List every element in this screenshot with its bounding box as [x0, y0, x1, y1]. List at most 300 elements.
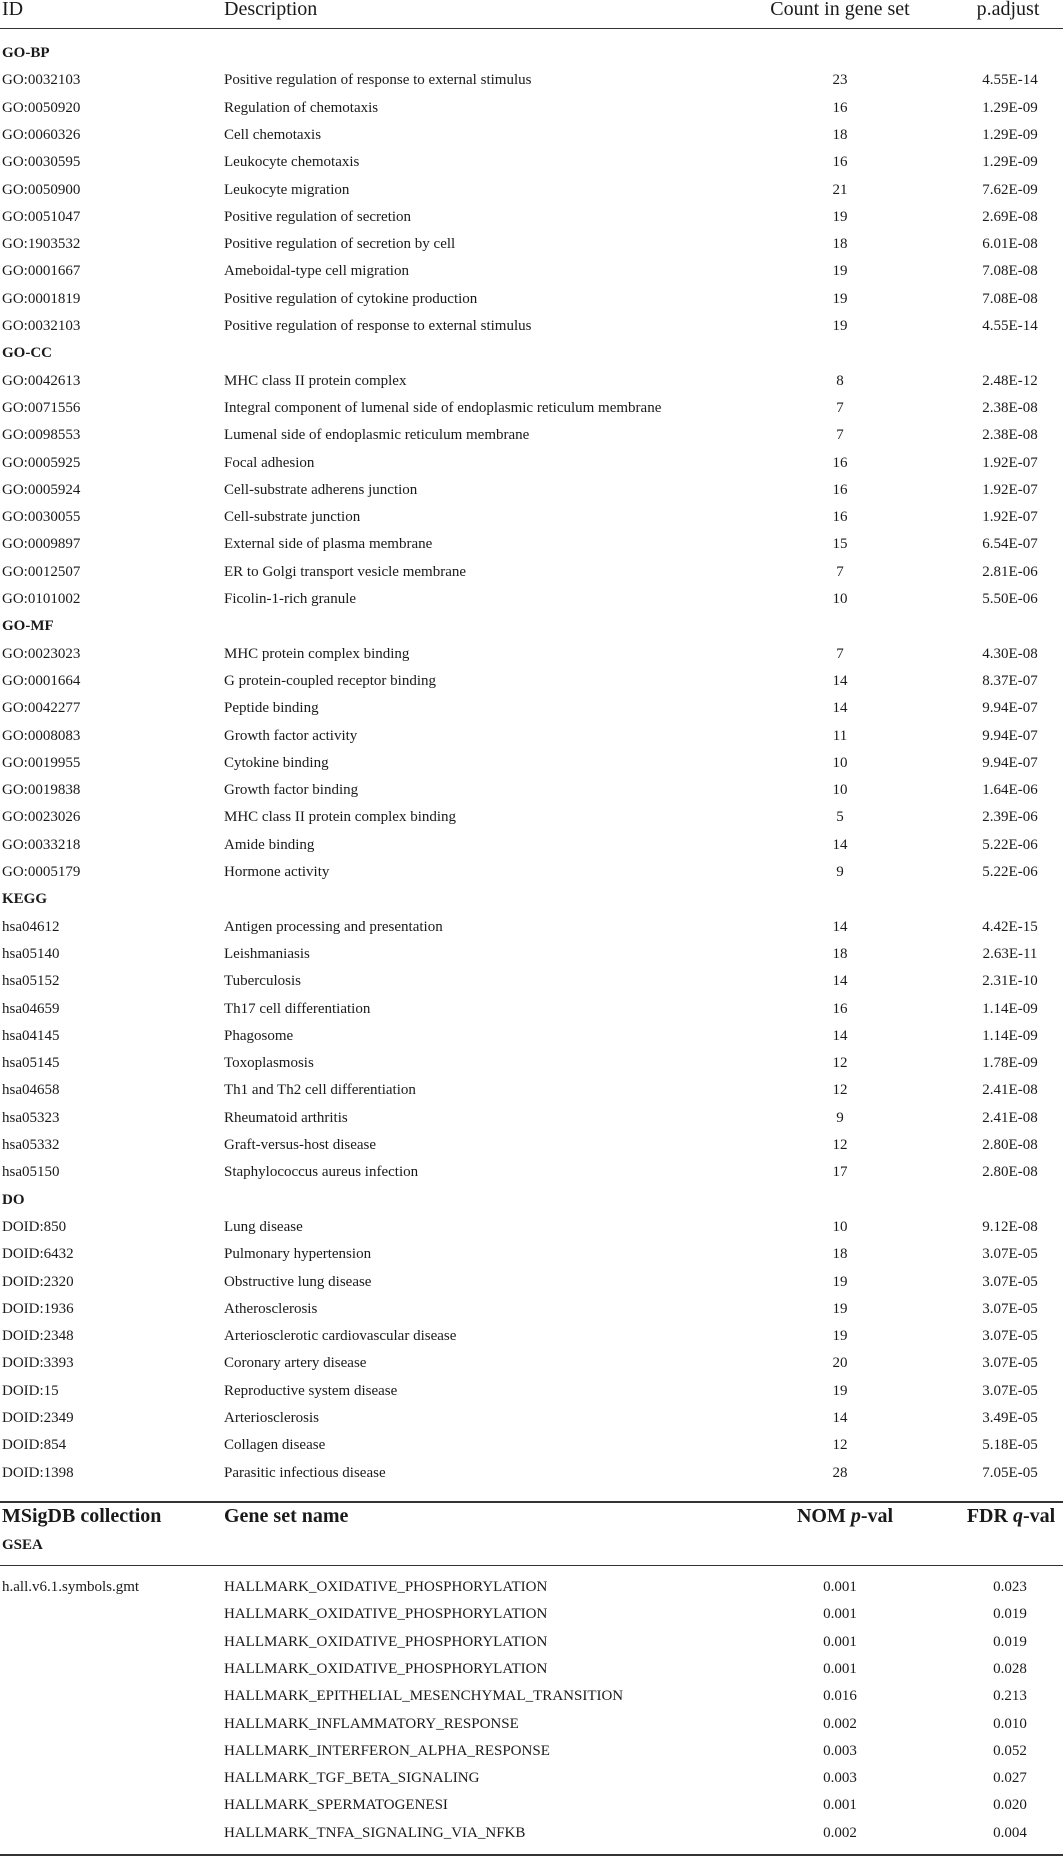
- table-row: [0, 1214, 1063, 1241]
- row-count: 16: [832, 509, 848, 526]
- row-id: GO:0012507: [2, 563, 81, 580]
- gsea-fdr-qval: 0.010: [993, 1715, 1027, 1732]
- row-padjust: 2.69E-08: [982, 208, 1038, 225]
- gsea-geneset-name: HALLMARK_OXIDATIVE_PHOSPHORYLATION: [224, 1633, 548, 1650]
- header-padjust: p.adjust: [976, 0, 1040, 20]
- row-description: Lumenal side of endoplasmic reticulum membrane: [224, 427, 530, 444]
- row-id: GO:0051047: [2, 208, 81, 225]
- row-description: Collagen disease: [224, 1437, 326, 1454]
- row-id: GO:0019955: [2, 754, 81, 771]
- header-rule: [0, 28, 1063, 29]
- table-row: [0, 968, 1063, 995]
- row-padjust: 2.38E-08: [982, 427, 1038, 444]
- row-description: Atherosclerosis: [224, 1300, 318, 1317]
- section-label: KEGG: [2, 891, 48, 908]
- row-id: GO:0050900: [2, 181, 81, 198]
- gsea-row: [0, 1765, 1063, 1792]
- gsea-nom-pval: 0.003: [823, 1742, 857, 1759]
- gsea-nom-pval: 0.001: [823, 1606, 857, 1623]
- row-count: 19: [832, 208, 848, 225]
- row-count: 9: [836, 864, 844, 880]
- row-count: 10: [832, 1218, 848, 1235]
- table-row: [0, 122, 1063, 149]
- gsea-fdr-qval: 0.020: [993, 1797, 1027, 1814]
- gsea-nom-pval: 0.003: [823, 1770, 857, 1787]
- row-description: Ameboidal-type cell migration: [224, 263, 409, 280]
- gsea-fdr-qval: 0.052: [993, 1742, 1027, 1759]
- table-row: [0, 504, 1063, 531]
- row-description: ER to Golgi transport vesicle membrane: [224, 563, 467, 580]
- table-header: [0, 0, 1063, 27]
- row-padjust: 4.42E-15: [982, 918, 1038, 935]
- row-count: 10: [832, 754, 848, 771]
- row-padjust: 1.29E-09: [982, 99, 1038, 116]
- row-padjust: 6.01E-08: [982, 236, 1038, 253]
- row-padjust: 5.22E-06: [982, 836, 1038, 853]
- row-id: GO:0101002: [2, 591, 81, 607]
- row-padjust: 2.31E-10: [982, 973, 1038, 990]
- row-description: Rheumatoid arthritis: [224, 1109, 348, 1126]
- row-id: hsa04145: [2, 1027, 60, 1044]
- row-id: hsa05150: [2, 1164, 60, 1181]
- table-row: [0, 1159, 1063, 1186]
- gsea-geneset-name: HALLMARK_OXIDATIVE_PHOSPHORYLATION: [224, 1579, 548, 1595]
- table-row: [0, 1296, 1063, 1323]
- gsea-section-label: GSEA: [2, 1537, 43, 1553]
- table-row: [0, 1269, 1063, 1296]
- row-padjust: 2.38E-08: [982, 399, 1038, 416]
- row-description: Staphylococcus aureus infection: [224, 1164, 419, 1181]
- row-id: GO:0033218: [2, 836, 81, 853]
- row-description: Growth factor binding: [224, 782, 359, 799]
- row-padjust: 5.18E-05: [982, 1437, 1038, 1454]
- row-id: GO:0001667: [2, 263, 81, 280]
- section-label: GO-CC: [2, 345, 52, 362]
- row-count: 7: [836, 563, 844, 580]
- row-padjust: 4.55E-14: [982, 72, 1038, 89]
- row-count: 12: [832, 1137, 848, 1153]
- row-count: 12: [832, 1082, 848, 1099]
- row-id: DOID:850: [2, 1218, 67, 1235]
- gsea-row: [0, 1792, 1063, 1819]
- row-description: Leukocyte chemotaxis: [224, 154, 360, 171]
- row-count: 7: [836, 645, 844, 662]
- row-count: 21: [832, 181, 848, 198]
- row-description: Coronary artery disease: [224, 1355, 367, 1372]
- table-row: [0, 1023, 1063, 1050]
- row-count: 19: [832, 1328, 848, 1345]
- row-id: DOID:2348: [2, 1328, 74, 1345]
- row-count: 16: [832, 99, 848, 116]
- row-description: Th17 cell differentiation: [224, 1000, 371, 1017]
- table-row: [0, 1050, 1063, 1077]
- row-padjust: 1.92E-07: [982, 454, 1038, 471]
- row-description: Positive regulation of secretion: [224, 208, 412, 225]
- row-description: Focal adhesion: [224, 454, 315, 471]
- row-padjust: 3.07E-05: [982, 1300, 1038, 1317]
- row-padjust: 3.49E-05: [982, 1410, 1038, 1426]
- table-row: [0, 231, 1063, 258]
- row-count: 28: [832, 1464, 848, 1481]
- row-count: 16: [832, 454, 848, 471]
- row-description: Cytokine binding: [224, 754, 329, 771]
- row-count: 18: [832, 126, 848, 143]
- gsea-header-geneset: Gene set name: [224, 1505, 349, 1527]
- row-padjust: 7.62E-09: [982, 181, 1038, 198]
- row-count: 12: [832, 1437, 848, 1454]
- row-id: GO:0042613: [2, 372, 81, 389]
- row-description: Cell-substrate adherens junction: [224, 481, 418, 498]
- row-padjust: 9.94E-07: [982, 754, 1038, 771]
- row-description: Parasitic infectious disease: [224, 1464, 386, 1481]
- gsea-geneset-name: HALLMARK_INTERFERON_ALPHA_RESPONSE: [224, 1742, 550, 1759]
- row-id: GO:0032103: [2, 318, 81, 334]
- row-padjust: 4.30E-08: [982, 645, 1038, 662]
- gsea-top-rule: [0, 1501, 1063, 1503]
- row-count: 19: [832, 263, 848, 280]
- row-count: 16: [832, 154, 848, 171]
- table-row: [0, 941, 1063, 968]
- table-row: [0, 95, 1063, 122]
- row-padjust: 2.80E-08: [982, 1164, 1038, 1181]
- row-id: DOID:854: [2, 1437, 67, 1454]
- row-count: 14: [832, 1410, 848, 1426]
- row-padjust: 2.41E-08: [982, 1082, 1038, 1099]
- row-id: GO:0030055: [2, 509, 81, 526]
- table-row: [0, 668, 1063, 695]
- row-count: 14: [832, 1027, 848, 1044]
- table-row: [0, 204, 1063, 231]
- gsea-fdr-qval: 0.028: [993, 1660, 1027, 1677]
- row-description: Positive regulation of response to external stimulus: [224, 72, 532, 89]
- row-id: GO:1903532: [2, 236, 81, 253]
- table-row: [0, 477, 1063, 504]
- row-id: GO:0001819: [2, 290, 81, 307]
- table-row: [0, 859, 1063, 886]
- row-id: GO:0023023: [2, 645, 81, 662]
- table-row: [0, 777, 1063, 804]
- row-padjust: 5.50E-06: [982, 591, 1038, 607]
- row-padjust: 9.94E-07: [982, 700, 1038, 717]
- gsea-fdr-qval: 0.027: [993, 1770, 1027, 1787]
- gsea-section-label-row: [0, 1532, 1063, 1559]
- row-count: 19: [832, 290, 848, 307]
- row-count: 18: [832, 945, 848, 962]
- gsea-nom-pval: 0.001: [823, 1633, 857, 1650]
- row-count: 19: [832, 1382, 848, 1399]
- row-id: hsa05152: [2, 973, 60, 990]
- row-description: MHC class II protein complex: [224, 372, 407, 389]
- row-description: Positive regulation of secretion by cell: [224, 236, 456, 253]
- table-row: [0, 1077, 1063, 1104]
- gsea-nom-pval: 0.016: [823, 1688, 857, 1705]
- row-count: 7: [836, 399, 844, 416]
- row-id: GO:0008083: [2, 727, 81, 744]
- row-id: GO:0005925: [2, 454, 81, 471]
- table-bottom-rule: [0, 1854, 1063, 1856]
- section-label: GO-BP: [2, 45, 50, 61]
- row-description: Regulation of chemotaxis: [224, 99, 379, 116]
- row-description: Cell chemotaxis: [224, 126, 322, 143]
- row-padjust: 2.41E-08: [982, 1109, 1038, 1126]
- row-padjust: 8.37E-07: [982, 672, 1038, 689]
- row-description: MHC class II protein complex binding: [224, 809, 457, 826]
- row-id: GO:0030595: [2, 154, 81, 171]
- row-count: 12: [832, 1055, 848, 1072]
- table-row: [0, 586, 1063, 613]
- gsea-row: [0, 1711, 1063, 1738]
- row-count: 16: [832, 481, 848, 498]
- row-count: 19: [832, 1273, 848, 1290]
- row-count: 14: [832, 836, 848, 853]
- row-padjust: 2.81E-06: [982, 563, 1038, 580]
- row-id: DOID:15: [2, 1382, 59, 1399]
- section-label-row: [0, 613, 1063, 640]
- row-description: Arteriosclerotic cardiovascular disease: [224, 1328, 457, 1345]
- row-description: Reproductive system disease: [224, 1382, 398, 1399]
- row-id: GO:0098553: [2, 427, 81, 444]
- table-row: [0, 177, 1063, 204]
- row-id: DOID:2320: [2, 1273, 74, 1290]
- row-padjust: 3.07E-05: [982, 1328, 1038, 1345]
- row-padjust: 2.63E-11: [982, 945, 1038, 962]
- gsea-collection-value: h.all.v6.1.symbols.gmt: [2, 1579, 140, 1595]
- row-padjust: 7.08E-08: [982, 290, 1038, 307]
- table-row: [0, 422, 1063, 449]
- row-padjust: 3.07E-05: [982, 1382, 1038, 1399]
- gsea-row: [0, 1820, 1063, 1847]
- gsea-nom-pval: 0.002: [823, 1824, 857, 1841]
- row-description: Hormone activity: [224, 864, 330, 880]
- gsea-nom-pval: 0.001: [823, 1660, 857, 1677]
- row-padjust: 1.92E-07: [982, 481, 1038, 498]
- row-padjust: 1.92E-07: [982, 509, 1038, 526]
- table-row: [0, 641, 1063, 668]
- row-padjust: 2.48E-12: [982, 372, 1038, 389]
- row-padjust: 4.55E-14: [982, 318, 1038, 334]
- row-description: Pulmonary hypertension: [224, 1246, 372, 1263]
- table-row: [0, 1241, 1063, 1268]
- row-description: G protein-coupled receptor binding: [224, 672, 437, 689]
- row-padjust: 1.64E-06: [982, 782, 1038, 799]
- gsea-row: [0, 1656, 1063, 1683]
- table-row: [0, 1323, 1063, 1350]
- gsea-row: [0, 1574, 1063, 1601]
- row-id: GO:0071556: [2, 399, 81, 416]
- row-id: hsa04658: [2, 1082, 60, 1099]
- gsea-row: [0, 1601, 1063, 1628]
- gsea-nom-pval: 0.001: [823, 1797, 857, 1814]
- table-row: [0, 750, 1063, 777]
- table-row: [0, 286, 1063, 313]
- table-row: [0, 1405, 1063, 1432]
- table-row: [0, 804, 1063, 831]
- row-description: Antigen processing and presentation: [224, 918, 443, 935]
- header-id: ID: [2, 0, 24, 20]
- row-count: 19: [832, 1300, 848, 1317]
- table-row: [0, 695, 1063, 722]
- row-count: 8: [836, 372, 844, 389]
- row-description: Arteriosclerosis: [224, 1410, 319, 1426]
- table-row: [0, 258, 1063, 285]
- row-id: GO:0001664: [2, 672, 81, 689]
- row-id: DOID:6432: [2, 1246, 74, 1263]
- row-description: Cell-substrate junction: [224, 509, 361, 526]
- row-padjust: 1.29E-09: [982, 154, 1038, 171]
- row-count: 11: [832, 727, 848, 744]
- row-count: 17: [832, 1164, 848, 1181]
- section-label-row: [0, 1187, 1063, 1214]
- row-description: Amide binding: [224, 836, 315, 853]
- row-description: Positive regulation of cytokine production: [224, 290, 478, 307]
- row-description: Phagosome: [224, 1027, 294, 1044]
- row-id: DOID:3393: [2, 1355, 74, 1372]
- row-description: External side of plasma membrane: [224, 536, 433, 553]
- row-id: hsa04612: [2, 918, 60, 935]
- table-row: [0, 1132, 1063, 1159]
- row-id: hsa05332: [2, 1137, 60, 1153]
- section-label-row: [0, 40, 1063, 67]
- header-count: Count in gene set: [770, 0, 910, 20]
- table-row: [0, 1105, 1063, 1132]
- gsea-header: [0, 1505, 1063, 1532]
- row-padjust: 1.14E-09: [982, 1027, 1038, 1044]
- row-description: Integral component of lumenal side of endoplasmic reticulum membrane: [224, 399, 662, 416]
- row-count: 23: [832, 72, 848, 89]
- row-description: Lung disease: [224, 1218, 303, 1235]
- header-description: Description: [224, 0, 318, 20]
- row-id: GO:0032103: [2, 72, 81, 89]
- row-padjust: 3.07E-05: [982, 1273, 1038, 1290]
- row-padjust: 2.39E-06: [982, 809, 1038, 826]
- row-count: 14: [832, 973, 848, 990]
- row-id: GO:0060326: [2, 126, 81, 143]
- row-count: 14: [832, 672, 848, 689]
- table-row: [0, 559, 1063, 586]
- row-id: GO:0023026: [2, 809, 81, 826]
- row-id: DOID:1936: [2, 1300, 74, 1317]
- row-description: Tuberculosis: [224, 973, 301, 990]
- row-padjust: 7.05E-05: [982, 1464, 1038, 1481]
- row-id: GO:0050920: [2, 99, 81, 116]
- row-padjust: 5.22E-06: [982, 864, 1038, 880]
- row-padjust: 3.07E-05: [982, 1355, 1038, 1372]
- gsea-geneset-name: HALLMARK_INFLAMMATORY_RESPONSE: [224, 1715, 519, 1732]
- row-description: Toxoplasmosis: [224, 1055, 314, 1072]
- table-row: [0, 450, 1063, 477]
- gsea-header-fdr: FDR q-val: [966, 1505, 1056, 1527]
- gsea-geneset-name: HALLMARK_EPITHELIAL_MESENCHYMAL_TRANSITION: [224, 1688, 624, 1705]
- gsea-row: [0, 1629, 1063, 1656]
- row-id: hsa05323: [2, 1109, 60, 1126]
- row-count: 16: [832, 1000, 848, 1017]
- row-padjust: 1.14E-09: [982, 1000, 1038, 1017]
- row-count: 5: [836, 809, 844, 826]
- row-count: 7: [836, 427, 844, 444]
- row-description: MHC protein complex binding: [224, 645, 410, 662]
- gsea-geneset-name: HALLMARK_OXIDATIVE_PHOSPHORYLATION: [224, 1606, 548, 1623]
- gsea-nom-pval: 0.002: [823, 1715, 857, 1732]
- section-label-row: [0, 340, 1063, 367]
- table-row: [0, 368, 1063, 395]
- gsea-row: [0, 1683, 1063, 1710]
- row-description: Leukocyte migration: [224, 181, 350, 198]
- gsea-fdr-qval: 0.023: [993, 1579, 1027, 1595]
- gsea-geneset-name: HALLMARK_OXIDATIVE_PHOSPHORYLATION: [224, 1660, 548, 1677]
- row-padjust: 7.08E-08: [982, 263, 1038, 280]
- row-padjust: 6.54E-07: [982, 536, 1038, 553]
- section-label: DO: [2, 1191, 25, 1208]
- row-count: 15: [832, 536, 848, 553]
- row-description: Positive regulation of response to external stimulus: [224, 318, 532, 334]
- table-row: [0, 1350, 1063, 1377]
- row-id: GO:0009897: [2, 536, 81, 553]
- gsea-geneset-name: HALLMARK_TGF_BETA_SIGNALING: [224, 1770, 480, 1787]
- table-row: [0, 67, 1063, 94]
- row-description: Th1 and Th2 cell differentiation: [224, 1082, 416, 1099]
- section-label: GO-MF: [2, 618, 54, 635]
- gsea-geneset-name: HALLMARK_TNFA_SIGNALING_VIA_NFKB: [224, 1824, 526, 1841]
- row-id: DOID:1398: [2, 1464, 74, 1481]
- row-count: 19: [832, 318, 848, 334]
- table-row: [0, 914, 1063, 941]
- gsea-sub-rule: [0, 1565, 1063, 1566]
- gsea-nom-pval: 0.001: [823, 1579, 857, 1595]
- row-count: 20: [832, 1355, 848, 1372]
- row-padjust: 3.07E-05: [982, 1246, 1038, 1263]
- row-id: GO:0019838: [2, 782, 81, 799]
- row-padjust: 9.94E-07: [982, 727, 1038, 744]
- row-count: 10: [832, 782, 848, 799]
- row-id: GO:0005924: [2, 481, 81, 498]
- table-row: [0, 996, 1063, 1023]
- gsea-header-nom: NOM p-val: [796, 1505, 894, 1527]
- table-row: [0, 1432, 1063, 1459]
- row-description: Leishmaniasis: [224, 945, 310, 962]
- gsea-fdr-qval: 0.004: [993, 1824, 1027, 1841]
- row-padjust: 1.29E-09: [982, 126, 1038, 143]
- gsea-geneset-name: HALLMARK_SPERMATOGENESI: [224, 1797, 448, 1814]
- row-description: Peptide binding: [224, 700, 319, 717]
- section-label-row: [0, 886, 1063, 913]
- row-count: 18: [832, 1246, 848, 1263]
- table-row: [0, 531, 1063, 558]
- row-description: Ficolin-1-rich granule: [224, 591, 357, 607]
- row-id: hsa05145: [2, 1055, 60, 1072]
- table-row: [0, 313, 1063, 340]
- row-description: Obstructive lung disease: [224, 1273, 372, 1290]
- row-description: Graft-versus-host disease: [224, 1137, 377, 1153]
- gsea-fdr-qval: 0.019: [993, 1606, 1027, 1623]
- row-count: 10: [832, 591, 848, 607]
- row-padjust: 9.12E-08: [982, 1218, 1038, 1235]
- gsea-header-collection: MSigDB collection: [2, 1505, 162, 1527]
- row-id: GO:0005179: [2, 864, 81, 880]
- gsea-fdr-qval: 0.213: [993, 1688, 1027, 1705]
- row-count: 18: [832, 236, 848, 253]
- row-count: 9: [836, 1109, 844, 1126]
- row-count: 14: [832, 700, 848, 717]
- gsea-row: [0, 1738, 1063, 1765]
- row-count: 14: [832, 918, 848, 935]
- table-row: [0, 723, 1063, 750]
- row-id: DOID:2349: [2, 1410, 74, 1426]
- row-description: Growth factor activity: [224, 727, 358, 744]
- table-row: [0, 395, 1063, 422]
- row-id: hsa05140: [2, 945, 60, 962]
- table-row: [0, 1378, 1063, 1405]
- row-padjust: 2.80E-08: [982, 1137, 1038, 1153]
